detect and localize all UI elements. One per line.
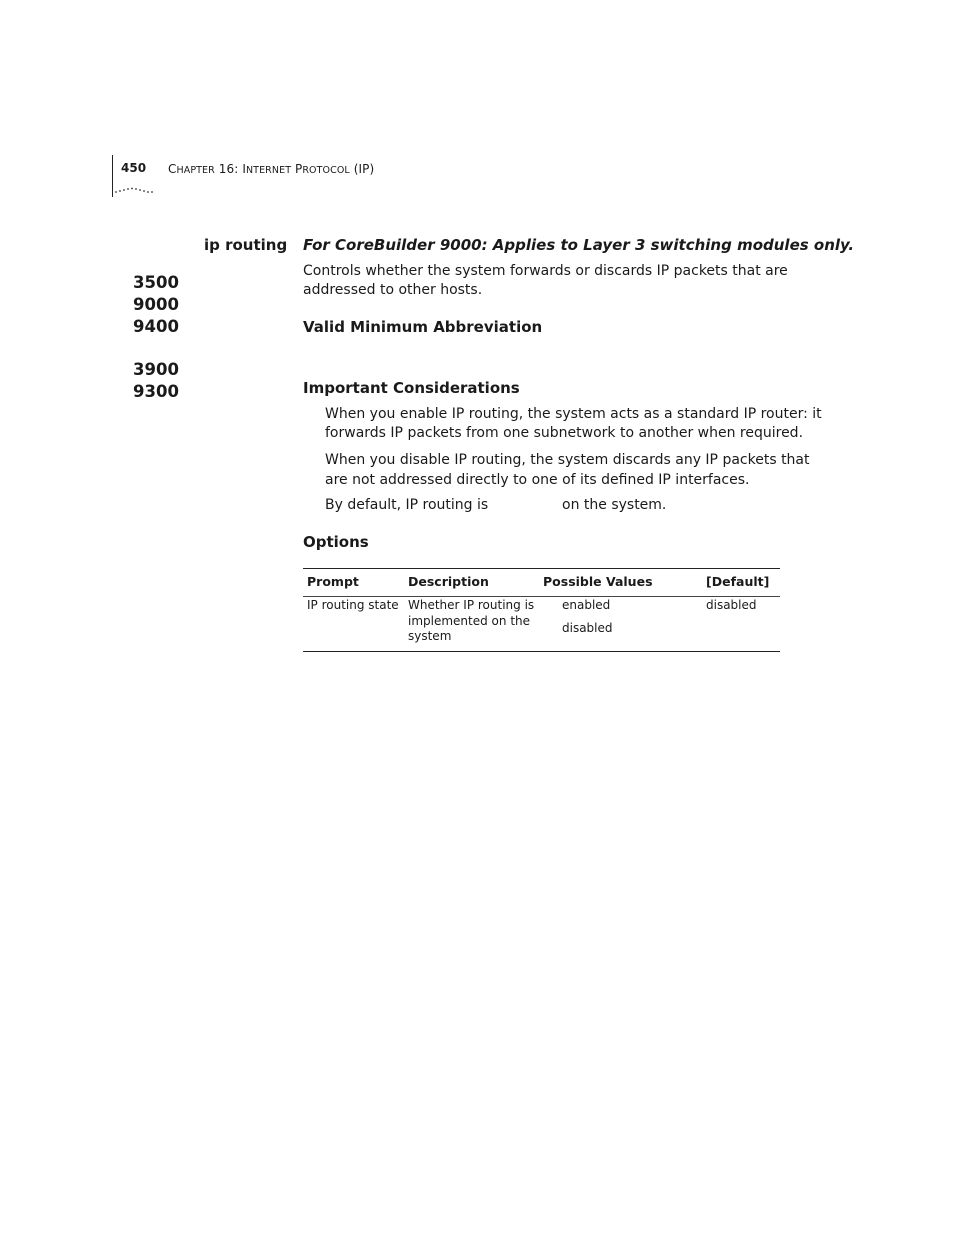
table-cell-prompt: IP routing state — [307, 598, 399, 612]
table-cell-description: system — [408, 629, 452, 643]
options-heading: Options — [303, 533, 369, 551]
consideration-line: are not addressed directly to one of its defined IP interfaces. — [325, 472, 750, 488]
description-line: addressed to other hosts. — [303, 282, 483, 298]
platform-label: 9400 — [133, 317, 179, 336]
table-cell-value: enabled — [562, 598, 611, 612]
page-number: 450 — [121, 161, 147, 175]
consideration-line: forwards IP packets from one subnetwork to another when required. — [325, 425, 804, 441]
applies-note: For CoreBuilder 9000: Applies to Layer 3 switching modules only. — [303, 236, 855, 254]
options-table — [303, 568, 780, 652]
table-cell-value: disabled — [562, 621, 613, 635]
table-header-description: Description — [408, 574, 489, 589]
platform-label: 9300 — [133, 382, 179, 401]
valid-abbreviation-heading: Valid Minimum Abbreviation — [303, 318, 543, 336]
consideration-line: When you enable IP routing, the system acts as a standard IP router: it — [325, 406, 822, 422]
default-text-prefix: By default, IP routing is — [325, 497, 489, 513]
table-cell-default: disabled — [706, 598, 757, 612]
table-header-rule — [303, 596, 780, 597]
table-header-default: [Default] — [706, 574, 770, 589]
platform-label: 3500 — [133, 273, 179, 292]
description-line: Controls whether the system forwards or discards IP packets that are — [303, 263, 788, 279]
header-dot-rule — [113, 186, 157, 194]
consideration-line: When you disable IP routing, the system discards any IP packets that — [325, 452, 810, 468]
table-header-possible-values: Possible Values — [543, 574, 653, 589]
command-name: ip routing — [204, 236, 288, 254]
chapter-title: CHAPTER 16: INTERNET PROTOCOL (IP) — [168, 162, 375, 176]
table-header-prompt: Prompt — [307, 574, 359, 589]
platform-label: 3900 — [133, 360, 179, 379]
table-cell-description: Whether IP routing is — [408, 598, 535, 612]
important-considerations-heading: Important Considerations — [303, 379, 520, 397]
platform-label: 9000 — [133, 295, 179, 314]
default-text-suffix: on the system. — [562, 497, 667, 513]
table-cell-description: implemented on the — [408, 613, 531, 628]
